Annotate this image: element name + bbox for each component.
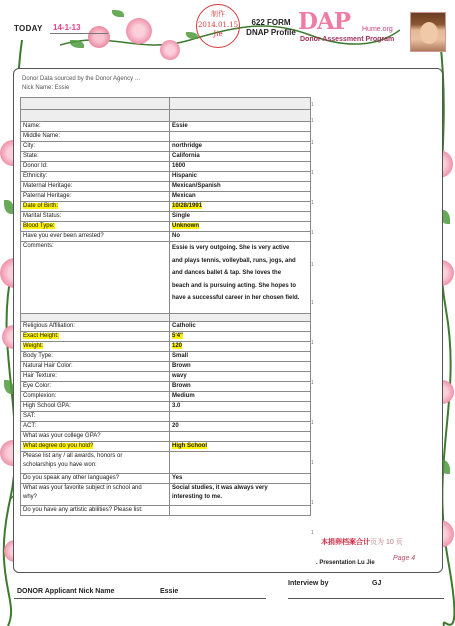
row-spacer [21,314,170,322]
act-label: ACT: [21,422,170,432]
interview-by-label: Interview by [288,580,329,587]
height-label [21,332,170,342]
table-row [21,172,311,182]
eye-color-label: Eye Color: [21,382,170,392]
awards-label-line: scholarships you have won: [23,462,97,468]
table-row [21,342,311,352]
row-tick-mark: 1 [311,262,314,268]
blood-type-value-text: Unknown [172,223,199,229]
hair-color-value: Brown [170,362,311,372]
ethnicity-value: Hispanic [170,172,311,182]
donor-profile-table [20,97,311,516]
table-row [21,362,311,372]
sat-value [170,412,311,422]
table-row [21,422,311,432]
city-label: City: [21,142,170,152]
form-title [236,18,306,38]
weight-value [170,342,311,352]
artistic-label: Do you have any artistic abilities? Please list: [21,506,170,516]
stamp-date: 2014.01.15 [197,21,239,29]
artistic-value [170,506,311,516]
table-row [21,314,311,322]
college-gpa-value [170,432,311,442]
donor-id-value: 1600 [170,162,311,172]
blood-type-label [21,222,170,232]
dob-label-text: Date of Birth: [23,203,59,209]
row-tick-mark: 1 [311,170,314,176]
body-type-label: Body Type: [21,352,170,362]
logo-tagline: Donor Assessment Program [300,36,395,43]
flower-icon [88,26,110,48]
table-row [21,352,311,362]
table-row [21,122,311,132]
arrested-value: No [170,232,311,242]
table-row [21,442,311,452]
maternal-heritage-value: Mexican/Spanish [170,182,311,192]
weight-label [21,342,170,352]
page-number: Page 4 [393,555,416,562]
weight-label-text: Weight: [23,343,44,349]
donor-photo-face [420,22,438,44]
applicant-nick-name-label: DONOR Applicant Nick Name [17,588,115,595]
table-row [21,484,311,506]
comments-label: Comments: [21,242,170,314]
table-row [21,372,311,382]
flower-icon [126,18,152,44]
state-value: California [170,152,311,162]
row-label [21,98,170,110]
table-row [21,412,311,422]
middle-name-value [170,132,311,142]
state-label: State: [21,152,170,162]
awards-label [21,452,170,474]
favorite-subject-label-line: why? [23,494,38,500]
table-row [21,152,311,162]
maternal-heritage-label: Maternal Heritage: [21,182,170,192]
table-row [21,142,311,152]
logo-suffix: Hume.org [362,26,393,33]
applicant-underline [14,598,266,599]
row-value [170,98,311,110]
table-row [21,132,311,142]
degree-value-text: High School [172,443,207,449]
form-number: 622 FORM [251,18,291,27]
height-label-text: Exact Height: [23,333,59,339]
favorite-subject-value [170,484,311,506]
comments-value [170,242,311,314]
logo-text: DAP [298,8,351,35]
table-row [21,110,311,122]
production-stamp [196,4,240,48]
dob-label [21,202,170,212]
table-row [21,474,311,484]
row-tick-mark: 1 [311,102,314,108]
form-name: DNAP Profile [246,28,296,37]
row-tick-mark: 1 [311,380,314,386]
row-spacer [21,110,170,122]
name-value: Essie [170,122,311,132]
hair-texture-label: Hair Texture: [21,372,170,382]
marital-status-value: Single [170,212,311,222]
table-row [21,232,311,242]
row-tick-mark: 1 [311,530,314,536]
page-count-note-red: 本捐卵档案合计 [321,539,370,546]
row-tick-mark: 1 [311,300,314,306]
table-row [21,222,311,232]
dob-value-text: 10/28/1991 [172,203,203,209]
row-tick-mark: 1 [311,340,314,346]
sourced-by-note: Donor Data sourced by the Donor Agency … [22,76,141,82]
table-row [21,506,311,516]
row-tick-mark: 1 [311,140,314,146]
page-count-note [321,537,403,547]
favorite-subject-label [21,484,170,506]
interview-underline [288,598,444,599]
table-row [21,452,311,474]
comments-line: have a successful career in her chosen field. [172,295,300,302]
page-count-note-rest: 页为 10 页 [370,539,403,546]
degree-value [170,442,311,452]
table-row [21,98,311,110]
dob-value [170,202,311,212]
gpa-value: 3.0 [170,402,311,412]
hair-texture-value: wavy [170,372,311,382]
height-value-text: 5'4" [172,333,183,339]
complexion-value: Medium [170,392,311,402]
row-spacer [170,314,311,322]
favorite-subject-value-line: Social studies, it was always very [172,485,268,491]
comments-line: and dances ballet & tap. She loves the [172,270,282,277]
donor-photo [410,12,446,52]
applicant-nick-name-value: Essie [160,588,179,595]
table-row [21,382,311,392]
hair-color-label: Natural Hair Color: [21,362,170,372]
flower-icon [160,40,180,60]
table-row [21,392,311,402]
table-row [21,182,311,192]
paternal-heritage-value: Mexican [170,192,311,202]
arrested-label: Have you ever been arrested? [21,232,170,242]
date-underline [50,33,108,34]
blood-type-label-text: Blood Type: [23,223,55,229]
presentation-credit: . Presentation Lu Jie [316,560,375,566]
today-date: 14-1-13 [53,23,81,32]
paternal-heritage-label: Paternal Heritage: [21,192,170,202]
table-row [21,242,311,314]
nick-name-note: Nick Name: Essie [22,85,70,91]
degree-label [21,442,170,452]
eye-color-value: Brown [170,382,311,392]
stamp-name: Jie [213,30,223,38]
donor-id-label: Donor Id: [21,162,170,172]
row-tick-mark: 1 [311,230,314,236]
table-row [21,332,311,342]
table-row [21,162,311,172]
row-tick-mark: 1 [311,200,314,206]
row-tick-mark: 1 [311,118,314,124]
gpa-label: High School GPA: [21,402,170,412]
table-row [21,322,311,332]
middle-name-label: Middle Name: [21,132,170,142]
row-tick-mark: 1 [311,460,314,466]
table-row [21,212,311,222]
comments-line: beach and is pursuing acting. She hopes to [172,282,297,289]
awards-value [170,452,311,474]
row-tick-mark: 1 [311,500,314,506]
favorite-subject-value-line: interesting to me. [172,494,223,500]
favorite-subject-label-line: What was your favorite subject in school and [23,485,142,491]
stamp-title: 制作 [211,10,225,18]
comments-line: Essie is very outgoing. She is very active [172,245,290,251]
table-row [21,432,311,442]
table-row [21,402,311,412]
table-row [21,192,311,202]
college-gpa-label: What was your college GPA? [21,432,170,442]
languages-label: Do you speak any other languages? [21,474,170,484]
weight-value-text: 120 [172,343,183,349]
name-label: Name: [21,122,170,132]
complexion-label: Complexion: [21,392,170,402]
height-value [170,332,311,342]
table-row [21,202,311,212]
religion-value: Catholic [170,322,311,332]
sat-label: SAT: [21,412,170,422]
comments-line: and plays tennis, volleyball, runs, jogs, and [172,257,296,264]
blood-type-value [170,222,311,232]
awards-label-line: Please list any / all awards, honors or [23,453,123,459]
row-spacer [170,110,311,122]
row-tick-mark: 1 [311,420,314,426]
ethnicity-label: Ethnicity: [21,172,170,182]
degree-label-text: What degree do you hold? [23,443,94,449]
today-label: TODAY [14,24,43,33]
city-value: northridge [170,142,311,152]
religion-label: Religious Affiliation: [21,322,170,332]
dap-logo [298,10,408,48]
act-value: 20 [170,422,311,432]
languages-value: Yes [170,474,311,484]
marital-status-label: Marital Status: [21,212,170,222]
body-type-value: Small [170,352,311,362]
interview-by-value: GJ [372,580,382,587]
